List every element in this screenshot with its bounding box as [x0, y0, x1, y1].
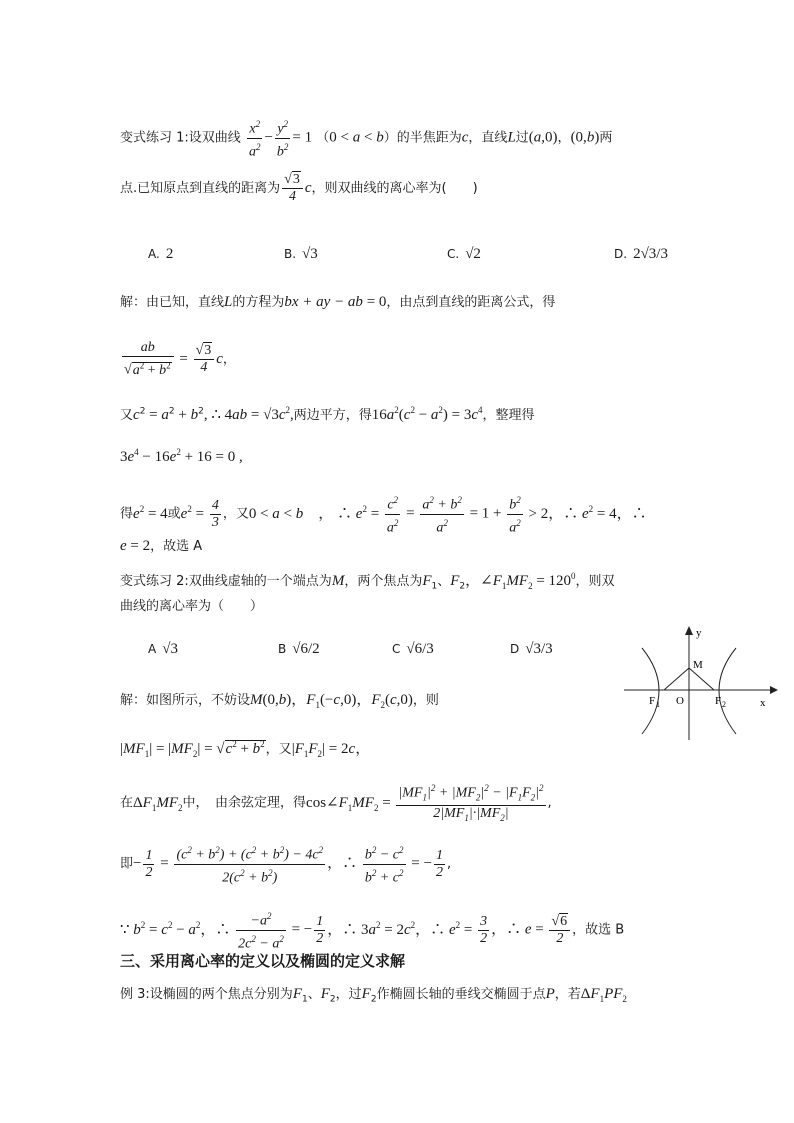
ex1-option-b[interactable]: B. √3	[284, 246, 318, 262]
ex2-solution-line5: ∵ $b^2 = c^2 - a^2$，∴ $\frac{-a^2}{2c^2 - a^2}$ = − $\frac{1}{2}$ ，∴ $3a^2 = 2c^2$，∴ $e^2$ = $\frac{3}{2}$ ，∴ e = $\frac{√6}{2}$ ，故选 B	[120, 908, 624, 952]
y-axis-label: y	[696, 627, 702, 639]
segment-f1-m	[664, 668, 689, 690]
fraction: $\frac{1}{2}$	[145, 847, 153, 880]
y-axis-arrow	[685, 626, 693, 635]
ex1-question-line2: 点.已知原点到直线的距离为 $\frac{√3}{4}$ c，则双曲线的离心率为( )	[120, 172, 478, 204]
ex2-question-line2: 曲线的离心率为（ ）	[120, 599, 264, 614]
ex1-solution-line1: 解：由已知，直线L的方程为bx + ay − ab = 0，由点到直线的距离公式，得	[120, 294, 556, 310]
ex1-solution-line2: $\frac{ab}{√a^2 + b^2}$ = $\frac{√3}{4}$ c，	[124, 340, 236, 378]
fraction: $\frac{ab}{√a^2 + b^2}$	[122, 340, 174, 379]
fraction: $\frac{√6}{2}$	[549, 914, 570, 947]
focus-f2-subscript: 2	[722, 700, 726, 709]
fraction: $\frac{(c^2 + b^2) + (c^2 + b^2) - 4c^2}{2(c^2 + b^2)}$	[174, 842, 325, 886]
ex1-solution-line6: e = 2，故选 A	[120, 538, 203, 554]
ex1-solution-line5: 得$e^2 = 4$或$e^2$ = $\frac{4}{3}$ ，又0 < a < b ， ∴ $e^2$ = $\frac{c^2}{a^2}$ = $\frac{a^2 + b^2}{a^2}$ = 1 + $\frac{b^2}{a^2}$ > 2，∴ $e^2 = 4$，∴	[120, 492, 647, 536]
ex2-option-c[interactable]: C √6/3	[392, 641, 434, 657]
fraction: $\frac{|MF_1|^2 + |MF_2|^2 - |F_1F_2|^2}{2|MF_1|\cdot|MF_2|}$	[396, 780, 545, 826]
fraction: $\frac{3}{2}$	[480, 913, 488, 946]
hyperbola-right-branch	[719, 648, 736, 734]
fraction: $\frac{b^2}{a^2}$	[507, 492, 523, 536]
hyperbola-left-branch	[642, 648, 659, 734]
ex2-solution-line1: 解：如图所示，不妨设M(0,b)，$F_1(-c,0)$，$F_2(c,0)$，则	[120, 692, 439, 710]
ex1-option-d[interactable]: D. 2√3/3	[614, 246, 668, 262]
fraction: $\frac{a^2 + b^2}{a^2}$	[420, 492, 463, 536]
focus-f1-subscript: 1	[656, 700, 660, 709]
origin-label: O	[676, 695, 684, 707]
ex1-solution-line3: 又$c^2 = a^2 + b^2$, ∴ $4ab = √3c^2$,两边平方，得$16a^2(c^2 - a^2) = 3c^4$，整理得	[120, 405, 535, 423]
ex2-solution-line4: 即− $\frac{1}{2}$ = $\frac{(c^2 + b^2) + (c^2 + b^2) - 4c^2}{2(c^2 + b^2)}$ ，∴ $\frac{b^2 - c^2}{b^2 + c^2}$ = − $\frac{1}{2}$ ,	[120, 842, 451, 886]
fraction: $\frac{b^2 - c^2}{b^2 + c^2}$	[363, 842, 406, 886]
ex2-option-d[interactable]: D √3/3	[510, 641, 553, 657]
fraction: $\frac{1}{2}$	[316, 913, 324, 946]
hyperbola-figure	[620, 622, 780, 744]
fraction: $\frac{y^2}{b^2}$	[275, 116, 291, 160]
point-m-label: M	[693, 659, 703, 671]
ex2-option-b[interactable]: B √6/2	[278, 641, 320, 657]
ex2-solution-line3: 在$\Delta F_1MF_2$中， 由余弦定理，得$\cos\angle F_1MF_2$ = $\frac{|MF_1|^2 + |MF_2|^2 - |F_1F_2|^2}{2|MF_1|\cdot|MF_2|}$ ,	[120, 780, 552, 826]
fraction: $\frac{√3}{4}$	[282, 172, 303, 205]
ex1-option-c[interactable]: C. √2	[447, 246, 481, 262]
focus-f1-label: F	[649, 695, 656, 707]
ex2-solution-line2: $|MF_1| = |MF_2| = √c^2 + b^2$，又$|F_1F_2| = 2c$，	[120, 739, 371, 759]
ex1-option-a[interactable]: A. 2	[148, 246, 174, 262]
section-heading: 三、采用离心率的定义以及椭圆的定义求解	[120, 952, 406, 970]
x-axis-arrow	[770, 686, 778, 694]
ex2-option-a[interactable]: A √3	[148, 641, 178, 657]
focus-f2-label: F	[715, 695, 722, 707]
ex3-question-line1: 例 3:设椭圆的两个焦点分别为$F_1$、$F_2$，过$F_2$作椭圆长轴的垂线交椭圆于点P，若$\Delta F_1PF_2$	[120, 986, 627, 1005]
fraction: $\frac{x^2}{a^2}$	[247, 116, 263, 160]
x-axis-label: x	[760, 697, 766, 709]
fraction: $\frac{√3}{4}$	[194, 343, 215, 376]
fraction: $\frac{-a^2}{2c^2 - a^2}$	[236, 908, 286, 952]
fraction: $\frac{4}{3}$	[211, 497, 219, 530]
fraction: $\frac{c^2}{a^2}$	[385, 492, 401, 536]
fraction: $\frac{1}{2}$	[435, 847, 443, 880]
ex2-question-line1: 变式练习 2:双曲线虚轴的一个端点为M，两个焦点为$F_1$、$F_2$，$\angle F_1MF_2 = 120^0$，则双	[120, 571, 615, 592]
ex1-question-line1: 变式练习 1:设双曲线 $\frac{x^2}{a^2}$ − $\frac{y^2}{b^2}$ = 1 （0 < a < b）的半焦距为c，直线L过(a,0)，(0,b)两	[120, 116, 612, 160]
segment-m-f2	[689, 668, 714, 690]
ex1-solution-line4: $3e^4 - 16e^2 + 16 = 0$ ,	[120, 447, 243, 465]
